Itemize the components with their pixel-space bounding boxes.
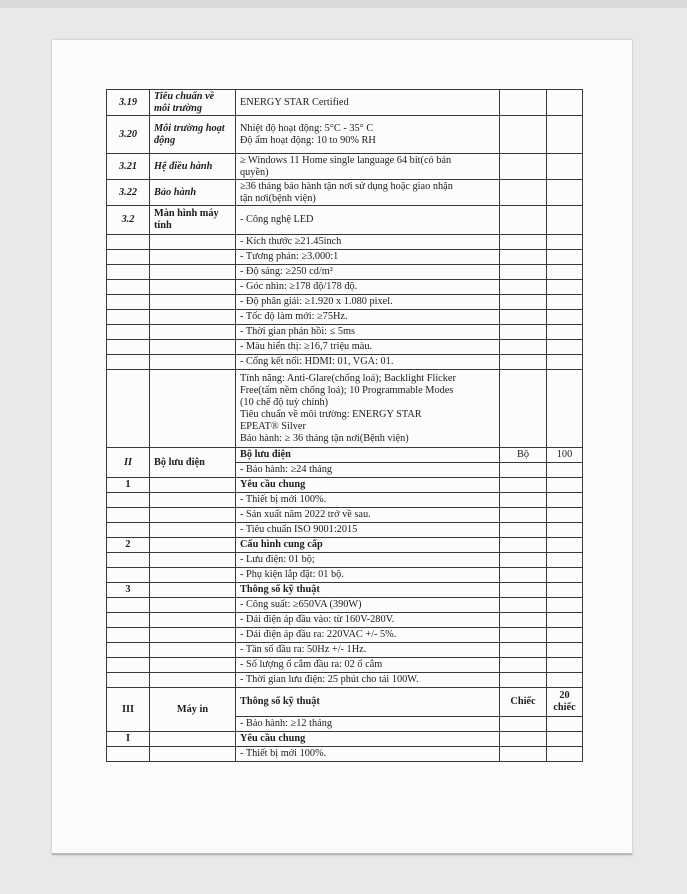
item-name-cell	[150, 265, 236, 280]
quantity-cell	[547, 747, 583, 762]
row-number-cell: 3.2	[107, 206, 150, 235]
table-row	[107, 747, 583, 762]
table-row	[107, 598, 583, 613]
spec-line: - Độ sáng: ≥250 cd/m²	[240, 266, 333, 277]
table-row	[107, 643, 583, 658]
item-name-cell: Tiêu chuẩn về môi trường	[150, 90, 236, 116]
item-name-cell	[150, 568, 236, 583]
table-row	[107, 206, 583, 235]
spec-line: - Sản xuất năm 2022 trở về sau.	[240, 509, 371, 520]
top-bar	[0, 0, 687, 8]
spec-cell	[236, 538, 500, 553]
item-name-cell	[150, 355, 236, 370]
table-row	[107, 658, 583, 673]
spec-cell	[236, 598, 500, 613]
unit-cell	[500, 295, 547, 310]
spec-line: EPEAT® Silver	[240, 420, 306, 432]
item-name-cell	[150, 598, 236, 613]
spec-cell	[236, 747, 500, 762]
table-row	[107, 628, 583, 643]
row-number-cell	[107, 673, 150, 688]
item-name-cell: Màn hình máy tính	[150, 206, 236, 235]
row-number-cell	[107, 235, 150, 250]
spec-line: Thông số kỹ thuật	[240, 584, 320, 595]
item-name-cell	[150, 508, 236, 523]
row-number-cell	[107, 250, 150, 265]
row-number-cell	[107, 643, 150, 658]
spec-cell	[236, 717, 500, 732]
item-name-cell	[150, 295, 236, 310]
spec-cell	[236, 154, 500, 180]
unit-cell	[500, 538, 547, 553]
unit-cell	[500, 732, 547, 747]
spec-cell	[236, 493, 500, 508]
item-name-cell	[150, 493, 236, 508]
row-number-cell	[107, 613, 150, 628]
row-number-cell	[107, 370, 150, 448]
spec-cell	[236, 658, 500, 673]
unit-cell	[500, 370, 547, 448]
table-row	[107, 265, 583, 280]
row-number-cell: 3.20	[107, 116, 150, 154]
spec-line: quyền)	[240, 166, 269, 178]
unit-cell	[500, 90, 547, 116]
item-name-cell	[150, 732, 236, 747]
quantity-cell	[547, 628, 583, 643]
item-name-cell	[150, 370, 236, 448]
quantity-cell	[547, 568, 583, 583]
spec-line: Thông số kỹ thuật	[240, 696, 320, 707]
row-number-cell: 3.19	[107, 90, 150, 116]
spec-line: Bộ lưu điện	[240, 449, 291, 460]
unit-cell	[500, 250, 547, 265]
row-number-cell	[107, 508, 150, 523]
unit-cell	[500, 673, 547, 688]
table-row	[107, 116, 583, 154]
item-name-cell	[150, 583, 236, 598]
row-number-cell: 3.21	[107, 154, 150, 180]
spec-cell	[236, 628, 500, 643]
item-name-cell	[150, 478, 236, 493]
item-name-cell	[150, 280, 236, 295]
spec-cell	[236, 568, 500, 583]
spec-line: - Thiết bị mới 100%.	[240, 494, 327, 505]
item-name-cell	[150, 628, 236, 643]
spec-line: Bảo hành: ≥ 36 tháng tận nơi(Bệnh viện)	[240, 432, 409, 444]
spec-line: Tính năng: Anti-Glare(chống loá); Backlight Flicker	[240, 372, 456, 384]
item-name-cell	[150, 658, 236, 673]
spec-line: - Phụ kiện lắp đặt: 01 bộ.	[240, 569, 344, 580]
spec-cell	[236, 673, 500, 688]
quantity-cell	[547, 355, 583, 370]
quantity-cell	[547, 658, 583, 673]
item-name-cell: Môi trường hoạt động	[150, 116, 236, 154]
spec-line: Cấu hình cung cấp	[240, 539, 323, 550]
unit-cell	[500, 463, 547, 478]
item-name-cell	[150, 340, 236, 355]
spec-line: - Dải điện áp đầu ra: 220VAC +/- 5%.	[240, 629, 397, 640]
table-row	[107, 732, 583, 747]
spec-cell	[236, 478, 500, 493]
spec-line: ≥ Windows 11 Home single language 64 bit(có bản	[240, 154, 452, 166]
spec-cell	[236, 448, 500, 463]
row-number-cell: II	[107, 448, 150, 478]
item-name-cell	[150, 643, 236, 658]
spec-line: - Góc nhìn: ≥178 độ/178 độ.	[240, 281, 358, 292]
spec-line: - Thời gian phản hồi: ≤ 5ms	[240, 326, 356, 337]
table-row	[107, 673, 583, 688]
spec-cell	[236, 613, 500, 628]
unit-cell	[500, 265, 547, 280]
table-row	[107, 295, 583, 310]
quantity-cell	[547, 265, 583, 280]
spec-line: - Thời gian lưu điện: 25 phút cho tải 100W.	[240, 674, 419, 685]
quantity-cell	[547, 508, 583, 523]
unit-cell	[500, 493, 547, 508]
item-name-cell	[150, 613, 236, 628]
spec-cell	[236, 235, 500, 250]
table-row	[107, 448, 583, 463]
spec-line: - Công suất: ≥650VA (390W)	[240, 599, 362, 610]
item-name-cell: Bộ lưu điện	[150, 448, 236, 478]
spec-line: - Lưu điện: 01 bộ;	[240, 554, 315, 565]
spec-line: - Số lượng ổ cắm đầu ra: 02 ổ cắm	[240, 659, 383, 670]
spec-cell	[236, 280, 500, 295]
quantity-cell	[547, 613, 583, 628]
unit-cell	[500, 628, 547, 643]
table-row	[107, 340, 583, 355]
item-name-cell	[150, 553, 236, 568]
spec-line: Độ ẩm hoạt động: 10 to 90% RH	[240, 134, 376, 146]
spec-line: ENERGY STAR Certified	[240, 96, 349, 108]
unit-cell	[500, 280, 547, 295]
unit-cell	[500, 355, 547, 370]
row-number-cell	[107, 598, 150, 613]
row-number-cell: I	[107, 732, 150, 747]
row-number-cell	[107, 523, 150, 538]
table-row	[107, 180, 583, 206]
spec-cell	[236, 553, 500, 568]
quantity-cell	[547, 732, 583, 747]
spec-cell	[236, 206, 500, 235]
spec-cell	[236, 116, 500, 154]
quantity-cell	[547, 295, 583, 310]
spec-line: ≥36 tháng bảo hành tận nơi sử dụng hoặc giao nhận	[240, 180, 453, 192]
item-name-cell	[150, 235, 236, 250]
spec-line: Yêu cầu chung	[240, 733, 306, 744]
quantity-cell	[547, 493, 583, 508]
row-number-cell	[107, 355, 150, 370]
unit-cell	[500, 568, 547, 583]
spec-line: - Độ phân giải: ≥1.920 x 1.080 pixel.	[240, 296, 393, 307]
spec-line: (10 chế độ tuỳ chỉnh)	[240, 396, 329, 408]
table-row	[107, 523, 583, 538]
spec-cell	[236, 355, 500, 370]
table-row	[107, 688, 583, 717]
table-row	[107, 508, 583, 523]
page-edge	[52, 853, 632, 855]
row-number-cell	[107, 553, 150, 568]
row-number-cell: 3	[107, 583, 150, 598]
spec-line: - Tiêu chuẩn ISO 9001:2015	[240, 524, 358, 535]
spec-line: - Cổng kết nối: HDMI: 01, VGA: 01.	[240, 356, 394, 367]
spec-table-body	[107, 90, 583, 762]
quantity-cell	[547, 673, 583, 688]
table-row	[107, 280, 583, 295]
spec-cell	[236, 688, 500, 717]
spec-cell	[236, 523, 500, 538]
quantity-cell	[547, 523, 583, 538]
spec-cell	[236, 325, 500, 340]
spec-line: - Tương phản: ≥3.000:1	[240, 251, 339, 262]
unit-cell	[500, 310, 547, 325]
quantity-cell	[547, 370, 583, 448]
quantity-cell	[547, 583, 583, 598]
row-number-cell: III	[107, 688, 150, 732]
table-row	[107, 493, 583, 508]
item-name-cell	[150, 673, 236, 688]
table-row	[107, 310, 583, 325]
spec-cell	[236, 643, 500, 658]
table-row	[107, 250, 583, 265]
quantity-cell	[547, 310, 583, 325]
row-number-cell	[107, 658, 150, 673]
unit-cell	[500, 643, 547, 658]
unit-cell	[500, 598, 547, 613]
item-name-cell	[150, 310, 236, 325]
unit-cell: Chiếc	[500, 688, 547, 717]
item-name-cell	[150, 747, 236, 762]
row-number-cell	[107, 265, 150, 280]
spec-line: - Kích thước ≥21.45inch	[240, 236, 342, 247]
spec-cell	[236, 583, 500, 598]
quantity-cell	[547, 340, 583, 355]
quantity-cell	[547, 154, 583, 180]
quantity-cell	[547, 235, 583, 250]
row-number-cell: 1	[107, 478, 150, 493]
table-row	[107, 613, 583, 628]
quantity-cell	[547, 643, 583, 658]
row-number-cell	[107, 568, 150, 583]
unit-cell	[500, 747, 547, 762]
spec-line: Nhiệt độ hoạt động: 5°C - 35° C	[240, 122, 374, 134]
unit-cell	[500, 508, 547, 523]
spec-cell	[236, 340, 500, 355]
row-number-cell	[107, 280, 150, 295]
quantity-cell	[547, 598, 583, 613]
unit-cell	[500, 523, 547, 538]
spec-line: - Công nghệ LED	[240, 214, 314, 225]
table-row	[107, 355, 583, 370]
table-row	[107, 235, 583, 250]
table-row	[107, 90, 583, 116]
quantity-cell: 100	[547, 448, 583, 463]
spec-cell	[236, 295, 500, 310]
spec-cell	[236, 508, 500, 523]
unit-cell	[500, 340, 547, 355]
row-number-cell	[107, 747, 150, 762]
quantity-cell	[547, 280, 583, 295]
row-number-cell	[107, 340, 150, 355]
spec-line: Free(tấm nềm chống loá); 10 Programmable Modes	[240, 384, 454, 396]
table-row	[107, 583, 583, 598]
quantity-cell	[547, 206, 583, 235]
spec-line: - Tần số đầu ra: 50Hz +/- 1Hz.	[240, 644, 367, 655]
unit-cell	[500, 325, 547, 340]
item-name-cell	[150, 538, 236, 553]
unit-cell	[500, 553, 547, 568]
row-number-cell	[107, 493, 150, 508]
item-name-cell	[150, 523, 236, 538]
unit-cell: Bộ	[500, 448, 547, 463]
quantity-cell	[547, 717, 583, 732]
item-name-cell: Hệ điều hành	[150, 154, 236, 180]
table-row	[107, 370, 583, 448]
unit-cell	[500, 478, 547, 493]
quantity-cell	[547, 478, 583, 493]
unit-cell	[500, 116, 547, 154]
spec-table	[106, 89, 583, 762]
table-row	[107, 325, 583, 340]
quantity-cell	[547, 90, 583, 116]
item-name-cell	[150, 325, 236, 340]
quantity-cell	[547, 180, 583, 206]
spec-line: Tiêu chuẩn về môi trường: ENERGY STAR	[240, 408, 422, 420]
table-row	[107, 538, 583, 553]
row-number-cell	[107, 628, 150, 643]
spec-line: - Màu hiển thị: ≥16,7 triệu màu.	[240, 341, 373, 352]
spec-cell	[236, 463, 500, 478]
table-row	[107, 154, 583, 180]
spec-cell	[236, 180, 500, 206]
row-number-cell	[107, 310, 150, 325]
unit-cell	[500, 717, 547, 732]
spec-line: - Thiết bị mới 100%.	[240, 748, 327, 759]
spec-cell	[236, 732, 500, 747]
quantity-cell	[547, 116, 583, 154]
row-number-cell	[107, 325, 150, 340]
row-number-cell: 3.22	[107, 180, 150, 206]
table-row	[107, 553, 583, 568]
spec-cell	[236, 265, 500, 280]
spec-line: Yêu cầu chung	[240, 479, 306, 490]
spec-line: tận nơi(bệnh viện)	[240, 192, 316, 204]
quantity-cell	[547, 538, 583, 553]
spec-line: - Bảo hành: ≥24 tháng	[240, 464, 333, 475]
row-number-cell: 2	[107, 538, 150, 553]
spec-cell	[236, 370, 500, 448]
spec-line: - Bảo hành: ≥12 tháng	[240, 718, 333, 729]
table-row	[107, 568, 583, 583]
unit-cell	[500, 154, 547, 180]
spec-cell	[236, 250, 500, 265]
unit-cell	[500, 235, 547, 250]
item-name-cell: Máy in	[150, 688, 236, 732]
spec-cell	[236, 90, 500, 116]
unit-cell	[500, 180, 547, 206]
quantity-cell	[547, 553, 583, 568]
row-number-cell	[107, 295, 150, 310]
spec-line: - Tốc độ làm mới: ≥75Hz.	[240, 311, 348, 322]
unit-cell	[500, 658, 547, 673]
item-name-cell: Bảo hành	[150, 180, 236, 206]
spec-cell	[236, 310, 500, 325]
quantity-cell	[547, 250, 583, 265]
unit-cell	[500, 206, 547, 235]
unit-cell	[500, 583, 547, 598]
spec-line: - Dải điện áp đầu vào: từ 160V-280V.	[240, 614, 395, 625]
quantity-cell: 20 chiếc	[547, 688, 583, 717]
table-row	[107, 478, 583, 493]
quantity-cell	[547, 463, 583, 478]
quantity-cell	[547, 325, 583, 340]
item-name-cell	[150, 250, 236, 265]
unit-cell	[500, 613, 547, 628]
